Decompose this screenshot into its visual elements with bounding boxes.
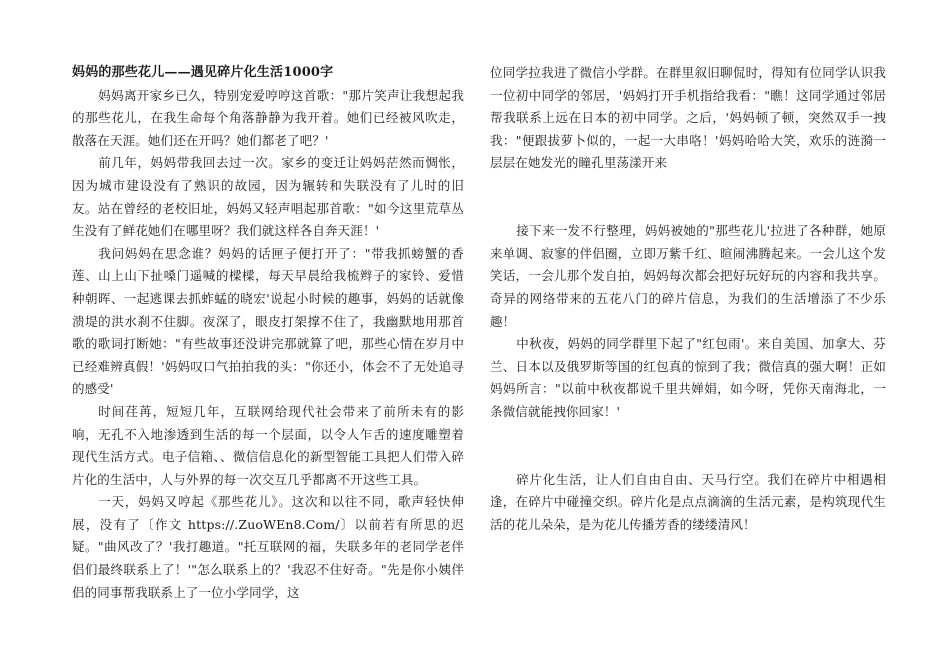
paragraph-gap — [490, 446, 886, 469]
paragraph: 中秋夜，妈妈的同学群里下起了"红包雨'。来自美国、加拿大、芬兰、日本以及俄罗斯等国的红包真的惊到了我；微信真的强大啊！正如妈妈所言："以前中秋夜都说千里共婵娟，如今呀，凭你天南海北，一条微信就能拽你回家！' — [490, 336, 886, 419]
paragraph: 碎片化生活，让人们自由自由、天马行空。我们在碎片中相遇相逢，在碎片中碰撞交织。碎片化是点点滴滴的生活元素，是构筑现代生活的花儿朵朵，是为花儿传播芳香的缕缕清风！ — [490, 471, 886, 532]
document-title: 妈妈的那些花儿——遇见碎片化生活1000字 — [72, 65, 334, 80]
paragraph: 一天，妈妈又哼起《那些花儿》。这次和以往不同，歌声轻快伸展，没有了〔作文 https://.ZuoWEn8.Com/〕以前若有所思的迟疑。"曲风改了？'我打趣道。"托互联网的福，失联多年的老同学老伴侣们最终联系上了！'"怎么联系上的？'我忍不住好奇。"先是你小姨伴侣的同事帮我联系上了一位小学同学，这 — [72, 494, 464, 600]
paragraph: 接下来一发不行整理，妈妈被她的"那些花儿'拉进了各种群，她原来单调、寂寥的伴侣圈，立即万紫千红、暄闹沸腾起来。一会儿这个发笑话，一会儿那个发自拍，妈妈每次都会把好玩好玩的内容和我共享。奇异的网络带来的五花八门的碎片信息，为我们的生活增添了不少乐趣！ — [490, 223, 886, 329]
paragraph-gap — [490, 424, 886, 447]
paragraph-gap — [490, 198, 886, 221]
left-column — [72, 62, 464, 604]
right-column — [490, 62, 886, 536]
paragraph: 前几年，妈妈带我回去过一次。家乡的变迁让妈妈茫然而惆怅，因为城市建设没有了熟识的故园，因为辗转和失联没有了儿时的旧友。站在曾经的老校旧址，妈妈又轻声唱起那首歌："如今这里荒草丛生没有了鲜花她们在哪里呀？我们就这样各自奔天涯！' — [72, 155, 464, 239]
paragraph-gap — [490, 175, 886, 198]
paragraph: 妈妈离开家乡已久，特别宠爱哼哼这首歌："那片笑声让我想起我的那些花儿，在我生命每个角落静静为我开着。她们已经被风吹走，散落在天涯。她们还在开吗？她们都老了吧？' — [72, 87, 464, 148]
paragraph: 位同学拉我进了微信小学群。在群里叙旧聊侃时，得知有位同学认识我一位初中同学的邻居，'妈妈打开手机指给我看："瞧！这同学通过邻居帮我联系上远在日本的初中同学。之后，'妈妈顿了顿，突然双手一拽我："便跟拔萝卜似的，一起一大串咯！'妈妈哈哈大笑，欢乐的涟漪一层层在她发光的瞳孔里荡漾开来 — [490, 65, 886, 171]
paragraph: 我问妈妈在思念谁？妈妈的话匣子便打开了："带我抓螃蟹的香莲、山上山下扯嗓门遥喊的樑樑，每天早晨给我梳辫子的家铃、爱惜种朝晖、一起逃课去抓蚱蜢的晓宏'说起小时候的趣事，妈妈的话就像溃堤的洪水刹不住脚。夜深了，眼皮打架撑不住了，我幽默地用那首歌的歌词打断她："有些故事还没讲完那就算了吧，那些心情在岁月中已经难辨真假！'妈妈叹口气拍拍我的头："你还小，体会不了无处追寻的感受' — [72, 245, 464, 397]
paragraph: 时间荏苒，短短几年，互联网给现代社会带来了前所未有的影响，无孔不入地渗透到生活的每一个层面，以令人乍舌的速度雕塑着现代生活方式。电子信箱、、微信信息化的新型智能工具把人们带入碎片化的生活中，人与外界的每一次交互几乎都离不开这些工具。 — [72, 403, 464, 487]
